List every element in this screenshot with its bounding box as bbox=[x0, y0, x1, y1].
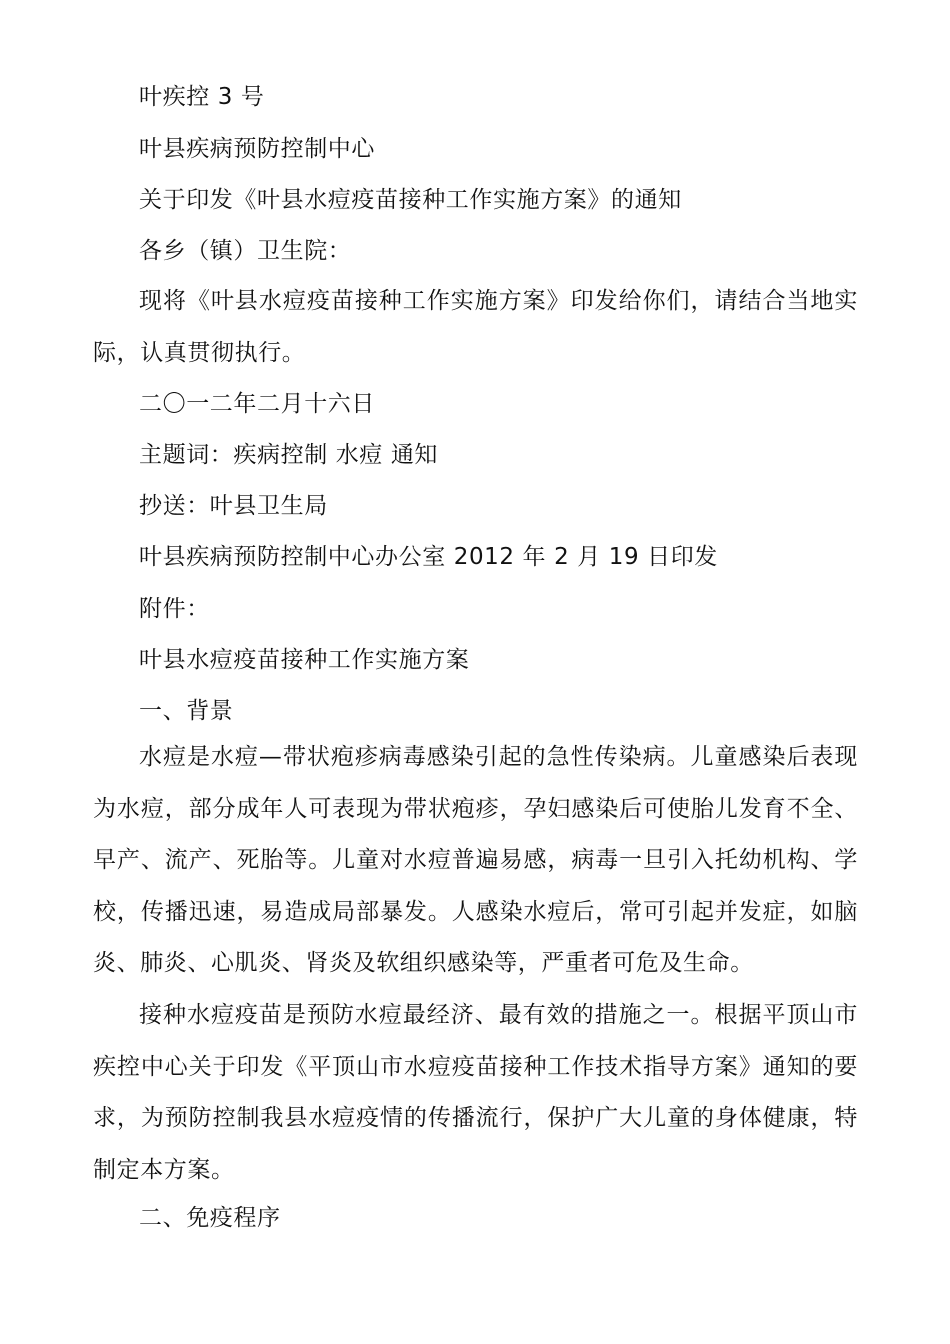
print-info: 叶县疾病预防控制中心办公室 2012 年 2 月 19 日印发 bbox=[139, 544, 718, 570]
document-number: 叶疾控 3 号 bbox=[139, 84, 265, 110]
notice-title: 关于印发《叶县水痘疫苗接种工作实施方案》的通知 bbox=[139, 187, 682, 213]
background-paragraph-2: 接种水痘疫苗是预防水痘最经济、最有效的措施之一。根据平顶山市疾控中心关于印发《平顶山市水痘疫苗接种工作技术指导方案》通知的要求，为预防控制我县水痘疫情的传播流行，保护广大儿童的身体健康，特制定本方案。 bbox=[93, 1002, 858, 1183]
notice-date: 二〇一二年二月十六日 bbox=[139, 391, 375, 417]
background-paragraph-1: 水痘是水痘—带状疱疹病毒感染引起的急性传染病。儿童感染后表现为水痘，部分成年人可表现为带状疱疹，孕妇感染后可使胎儿发育不全、早产、流产、死胎等。儿童对水痘普遍易感，病毒一旦引入托幼机构、学校，传播迅速，易造成局部暴发。人感染水痘后，常可引起并发症，如脑炎、肺炎、心肌炎、肾炎及软组织感染等，严重者可危及生命。 bbox=[93, 744, 858, 976]
attachment-label: 附件： bbox=[139, 596, 210, 622]
addressee: 各乡（镇）卫生院： bbox=[139, 238, 352, 264]
cc-line: 抄送：叶县卫生局 bbox=[139, 493, 328, 519]
issuer-name: 叶县疾病预防控制中心 bbox=[139, 136, 375, 162]
plan-title: 叶县水痘疫苗接种工作实施方案 bbox=[139, 647, 470, 673]
section-heading-immunization: 二、免疫程序 bbox=[139, 1205, 281, 1231]
notice-body: 现将《叶县水痘疫苗接种工作实施方案》印发给你们，请结合当地实际，认真贯彻执行。 bbox=[93, 288, 858, 366]
subject-words: 主题词：疾病控制 水痘 通知 bbox=[139, 442, 439, 468]
section-heading-background: 一、背景 bbox=[139, 698, 234, 724]
